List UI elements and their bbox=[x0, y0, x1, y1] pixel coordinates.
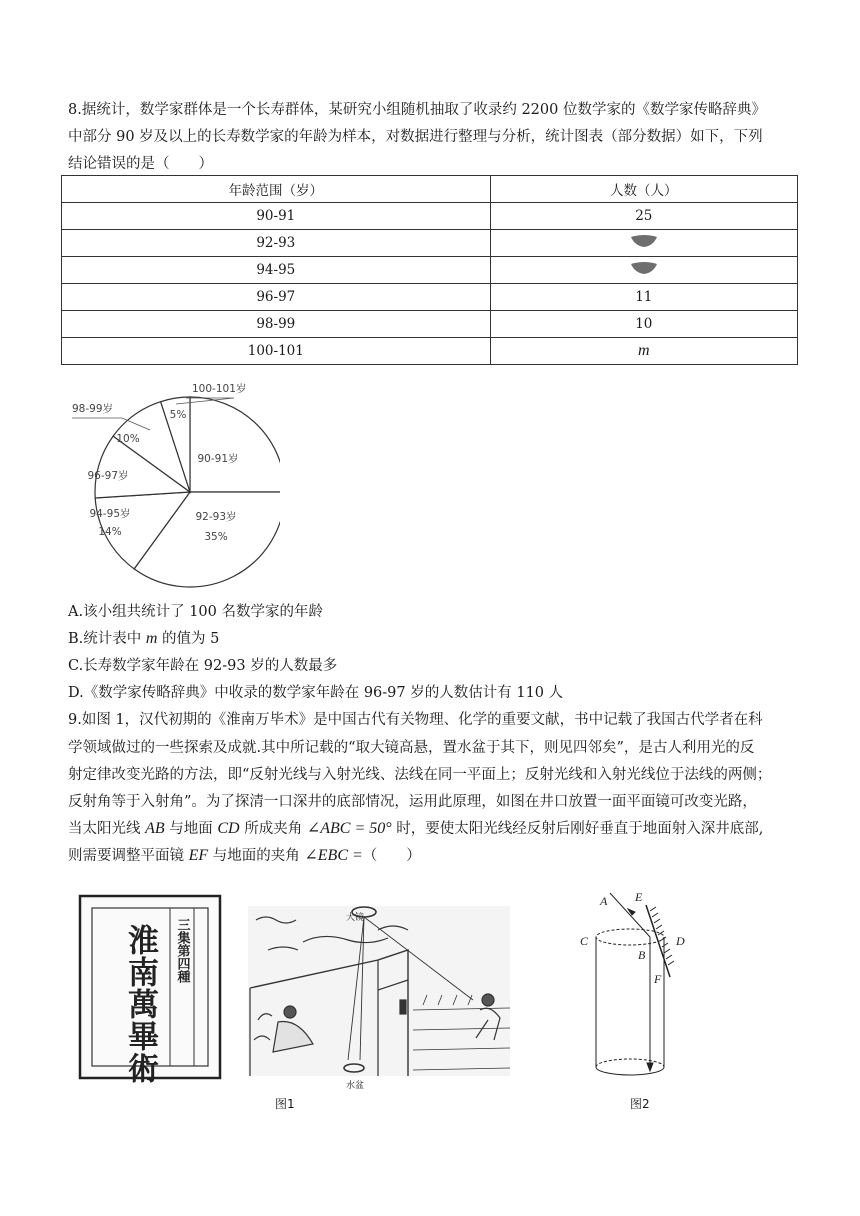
q8-line-2: 中部分 90 岁及以上的长寿数学家的年龄为样本，对数据进行整理与分析，统计图表（部分数据）如下，下列 bbox=[68, 129, 763, 145]
angle-abc: ∠ABC = 50° bbox=[306, 820, 392, 837]
q8-line-1: 8.据统计，数学家群体是一个长寿群体，某研究小组随机抽取了收录约 2200 位数学家的《数学家传略辞典》 bbox=[68, 102, 766, 118]
table-header-range: 年龄范围（岁） bbox=[62, 176, 491, 203]
table-cell-range: 94-95 bbox=[62, 257, 491, 284]
answer-blank: （ ） bbox=[362, 848, 421, 864]
table-row bbox=[62, 284, 798, 311]
segment-ef: EF bbox=[188, 847, 209, 864]
stat-table bbox=[61, 175, 798, 365]
pie-slice-percent: 14% bbox=[98, 526, 122, 538]
table-cell-range: 100-101 bbox=[62, 338, 491, 365]
book-subtitle: 三集第四種 bbox=[174, 918, 190, 983]
table-cell-range: 98-99 bbox=[62, 311, 491, 338]
label-c: C bbox=[580, 934, 589, 948]
pie-slice-label: 90-91岁 bbox=[197, 453, 239, 465]
pie-slice-label: 100-101岁 bbox=[192, 383, 247, 395]
option-d: D.《数学家传略辞典》中收录的数学家年龄在 96-97 岁的人数估计有 110 人 bbox=[68, 685, 564, 701]
q9-text: 当太阳光线 bbox=[68, 821, 146, 837]
table-cell-range: 96-97 bbox=[62, 284, 491, 311]
pie-chart bbox=[70, 378, 280, 590]
figure-2-caption: 图2 bbox=[630, 1097, 650, 1111]
ink-blot-icon bbox=[629, 234, 659, 248]
option-b-var: m bbox=[145, 630, 158, 647]
option-b-prefix: B.统计表中 bbox=[68, 631, 146, 647]
table-header-row bbox=[62, 176, 798, 203]
q8-line-3: 结论错误的是（ ） bbox=[68, 156, 213, 172]
q9-line-3: 射定律改变光路的方法，即“反射光线与入射光线、法线在同一平面上；反射光线和入射光线位于法线的两侧； bbox=[68, 767, 772, 783]
light-ray bbox=[610, 893, 653, 1071]
q9-line-4: 反射角等于入射角”。为了探清一口深井的底部情况，运用此原理，如图在井口放置一面平面镜可改变光路， bbox=[68, 794, 757, 810]
q9-text: 时，要使太阳光线经反射后刚好垂直于地面射入深井底部, bbox=[391, 821, 764, 837]
pie-slice-percent: 35% bbox=[204, 531, 228, 543]
figure-2 bbox=[570, 885, 710, 1095]
segment-cd: CD bbox=[217, 820, 240, 837]
book-title: 淮南萬畢術 bbox=[122, 924, 158, 1084]
pie-slice-label: 94-95岁 bbox=[89, 508, 131, 520]
q9-text: 所成夹角 bbox=[239, 821, 307, 837]
table-cell-range: 92-93 bbox=[62, 230, 491, 257]
table-row bbox=[62, 338, 798, 365]
pie-slices bbox=[95, 397, 280, 587]
table-cell-range: 90-91 bbox=[62, 203, 491, 230]
ancient-illustration bbox=[248, 906, 510, 1076]
q9-text: 与地面的夹角 bbox=[208, 848, 305, 864]
figure-1-caption: 图1 bbox=[275, 1097, 295, 1111]
label-b: B bbox=[638, 948, 646, 962]
q9-line-5 bbox=[68, 817, 763, 838]
option-c: C.长寿数学家年龄在 92-93 岁的人数最多 bbox=[68, 658, 338, 674]
basin-label: 水盆 bbox=[346, 1081, 365, 1090]
table-cell-count bbox=[490, 230, 797, 257]
table-row bbox=[62, 257, 798, 284]
option-a: A.该小组共统计了 100 名数学家的年龄 bbox=[68, 604, 323, 620]
table-row bbox=[62, 203, 798, 230]
segment-ab: AB bbox=[145, 820, 165, 837]
pie-slice-label: 98-99岁 bbox=[72, 403, 114, 415]
book-cover bbox=[80, 896, 220, 1084]
q9-text: 则需要调整平面镜 bbox=[68, 848, 189, 864]
label-f: F bbox=[654, 972, 662, 986]
table-cell-count: m bbox=[490, 338, 797, 365]
table-row bbox=[62, 311, 798, 338]
pie-slice-percent: 10% bbox=[116, 433, 140, 445]
figure-1 bbox=[78, 890, 518, 1090]
pie-slice-label: 92-93岁 bbox=[195, 511, 237, 523]
q9-text: 与地面 bbox=[164, 821, 218, 837]
table-cell-count bbox=[490, 257, 797, 284]
q9-line-1: 9.如图 1，汉代初期的《淮南万毕术》是中国古代有关物理、化学的重要文献，书中记载了我国古代学者在科 bbox=[68, 712, 763, 728]
ink-blot-icon bbox=[629, 261, 659, 275]
label-e: E bbox=[635, 890, 643, 904]
table-header-count: 人数（人） bbox=[490, 176, 797, 203]
label-a: A bbox=[600, 894, 608, 908]
q9-line-6 bbox=[68, 844, 421, 865]
pie-slice-percent: 5% bbox=[169, 409, 187, 421]
pie-slice bbox=[190, 397, 280, 492]
angle-ebc: ∠EBC = bbox=[304, 847, 363, 864]
well-cylinder bbox=[596, 929, 664, 1075]
label-d: D bbox=[676, 934, 685, 948]
table-row bbox=[62, 230, 798, 257]
table-cell-count: 11 bbox=[490, 284, 797, 311]
option-b bbox=[68, 627, 219, 648]
table-cell-count: 10 bbox=[490, 311, 797, 338]
pie-slice-label: 96-97岁 bbox=[87, 470, 129, 482]
option-b-suffix: 的值为 5 bbox=[157, 631, 220, 647]
table-cell-count: 25 bbox=[490, 203, 797, 230]
q9-line-2: 学领域做过的一些探索及成就.其中所记载的“取大镜高悬，置水盆于其下，则见四邻矣”，是古人利用光的反 bbox=[68, 740, 755, 756]
mirror-label: 大镜 bbox=[346, 913, 365, 923]
